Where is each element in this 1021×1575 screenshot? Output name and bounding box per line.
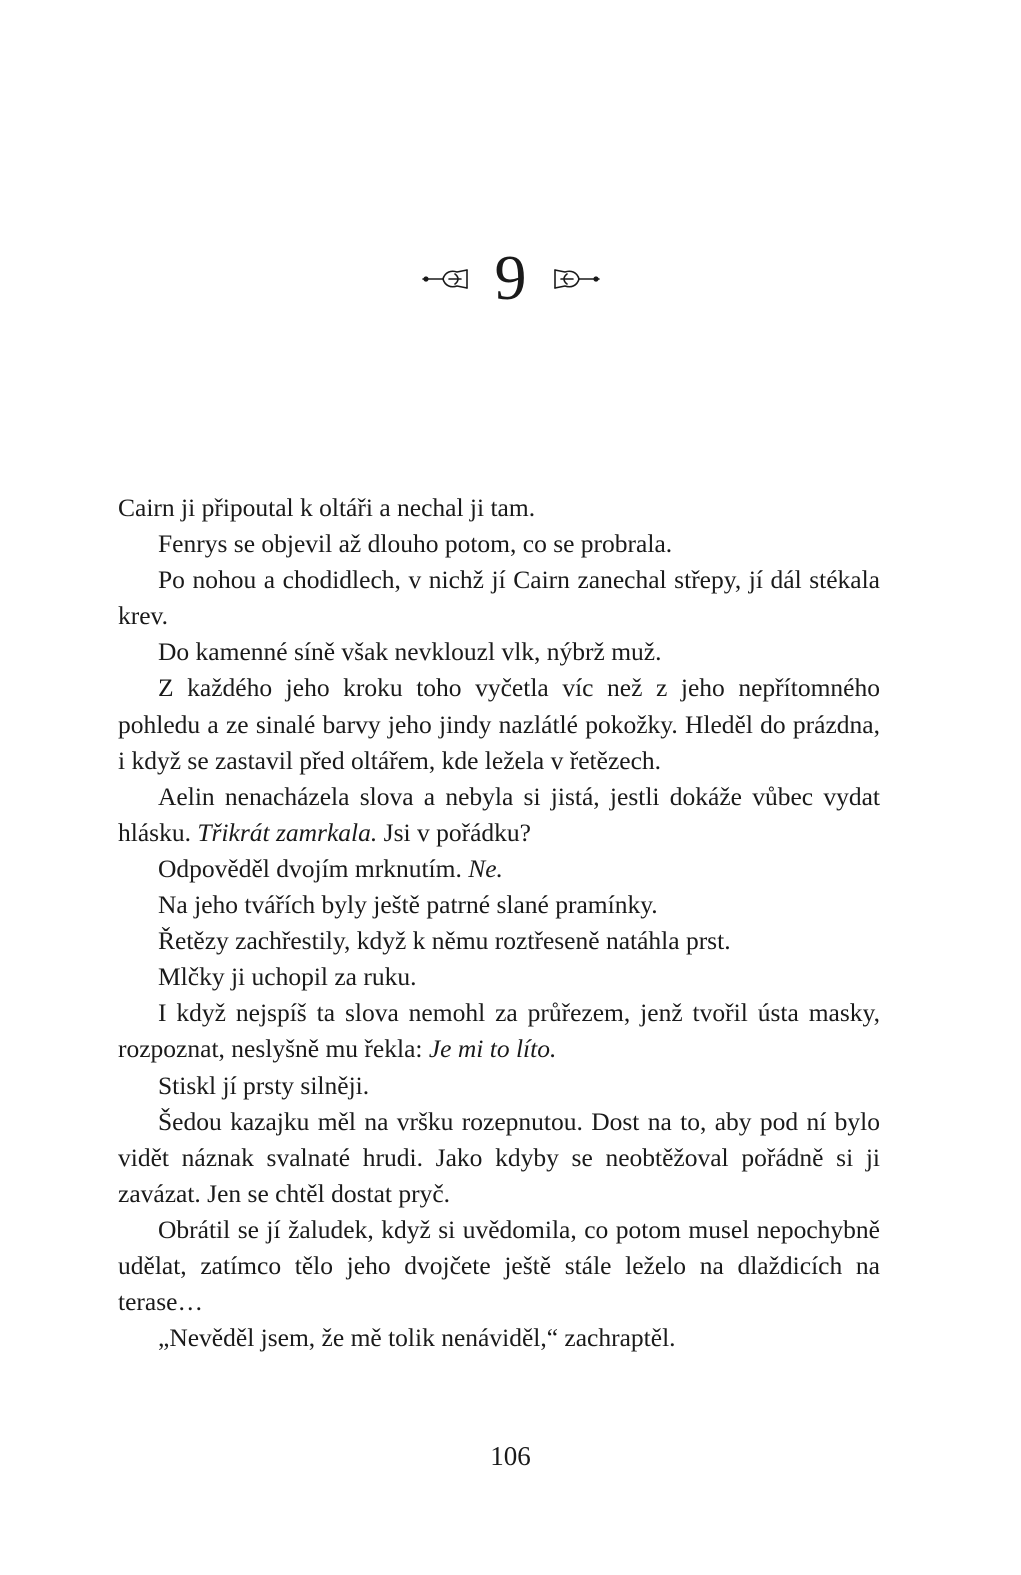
paragraph [118,995,880,1067]
italic-thought: Je mi to líto. [428,1034,557,1064]
italic-thought: Ne. [468,853,503,883]
italic-thought: Třikrát zamrkala. [197,817,378,847]
chapter-heading [0,242,1021,313]
flourish-right-icon [545,262,601,294]
paragraph-text: I když nejspíš ta slova nemohl za průřezem, jenž tvořil ústa masky, rozpoznat, neslyšně mu řekla: [118,998,880,1064]
paragraph: Na jeho tvářích byly ještě patrné slané pramínky. [158,890,658,920]
paragraph: Šedou kazajku měl na vršku rozepnutou. Dost na to, aby pod ní bylo vidět náznak svalnaté hrudi. Jako kdyby se neobtěžoval pořádně si ji zavázat. Jen se chtěl dostat pryč. [118,1106,880,1208]
body-text [118,490,880,1356]
paragraph: Řetězy zachřestily, když k němu roztřeseně natáhla prst. [158,926,731,956]
paragraph: Obrátil se jí žaludek, když si uvědomila, co potom musel nepochybně udělat, zatímco tělo jeho dvojčete ještě stále leželo na dlaždicích na terase… [118,1214,880,1317]
paragraph: Mlčky ji uchopil za ruku. [158,962,417,992]
paragraph [118,851,880,887]
paragraph: Stiskl jí prsty silněji. [158,1070,370,1100]
paragraph: Fenrys se objevil až dlouho potom, co se probrala. [158,529,673,559]
paragraph: Z každého jeho kroku toho vyčetla víc než z jeho nepřítomného pohledu a ze sinalé barvy jeho jindy nazlátlé pokožky. Hleděl do prázdna, i když se zastavil před oltářem, kde ležela v řetězech. [118,673,880,775]
paragraph: Po nohou a chodidlech, v nichž jí Cairn zanechal střepy, jí dál stékala krev. [118,565,880,631]
paragraph-text: Aelin nenacházela slova a nebyla si jistá, jestli dokáže vůbec vydat hlásku. [118,781,880,847]
paragraph: „Nevěděl jsem, že mě tolik nenáviděl,“ zachraptěl. [158,1323,676,1353]
paragraph-text: Jsi v pořádku? [377,817,531,847]
flourish-left-icon [421,262,477,294]
paragraph: Cairn ji připoutal k oltáři a nechal ji tam. [118,493,536,522]
paragraph [118,779,880,851]
page-number: 106 [490,1441,531,1471]
chapter-number: 9 [494,242,527,313]
paragraph: Do kamenné síně však nevklouzl vlk, nýbrž muž. [158,637,662,667]
paragraph-text: Odpověděl dvojím mrknutím. [158,853,469,883]
